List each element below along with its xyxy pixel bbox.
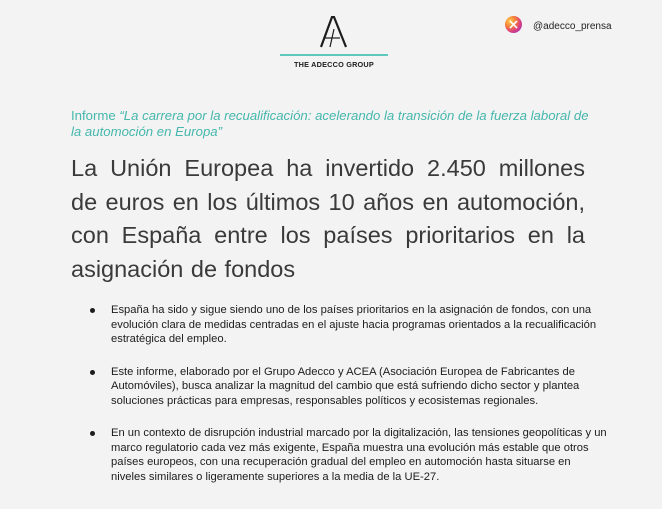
bullet-dot-icon (90, 431, 95, 436)
list-item (87, 426, 607, 484)
list-item (87, 303, 607, 347)
adecco-logo (280, 16, 388, 72)
list-item (87, 365, 607, 409)
social-handle-text[interactable]: @adecco_prensa (533, 20, 612, 32)
list-item-text: España ha sido y sigue siendo uno de los países prioritarios en la asignación de fondos, con una evolución clara de medidas centradas en el ajuste hacia programas orientados a la recualificación estratégica del empleo. (111, 304, 597, 345)
list-item-text: Este informe, elaborado por el Grupo Adecco y ACEA (Asociación Europea de Fabricantes de Automóviles), busca analizar la magnitud del cambio que está sufriendo dicho sector y plantea soluciones prácticas para empresas, responsables políticos y ecosistemas regionales. (111, 365, 580, 407)
logo-text: THE ADECCO GROUP (294, 60, 374, 69)
x-icon[interactable] (505, 16, 522, 33)
bullet-dot-icon (90, 370, 95, 375)
social-handle-link[interactable] (505, 15, 612, 33)
subtitle-report-title: “La carrera por la recualificación: acelerando la transición de la fuerza laboral de la automoción en Europa” (71, 108, 589, 139)
key-points-list (87, 303, 607, 502)
subtitle-lead: Informe (71, 108, 120, 123)
bullet-dot-icon (90, 308, 95, 313)
adecco-a-logo-icon (318, 16, 348, 48)
page-headline: La Unión Europea ha invertido 2.450 millones de euros en los últimos 10 años en automoción, con España entre los países prioritarios en la asignación de fondos (71, 155, 585, 282)
report-subtitle (71, 108, 601, 140)
logo-divider (280, 54, 388, 56)
list-item-text: En un contexto de disrupción industrial marcado por la digitalización, las tensiones geopolíticas y un marco regulatorio cada vez más exigente, España muestra una evolución más estable que otros países europeos, con una recuperación gradual del empleo en automoción hasta situarse en niveles similares o ligeramente superiores a la media de la UE-27. (111, 427, 607, 483)
